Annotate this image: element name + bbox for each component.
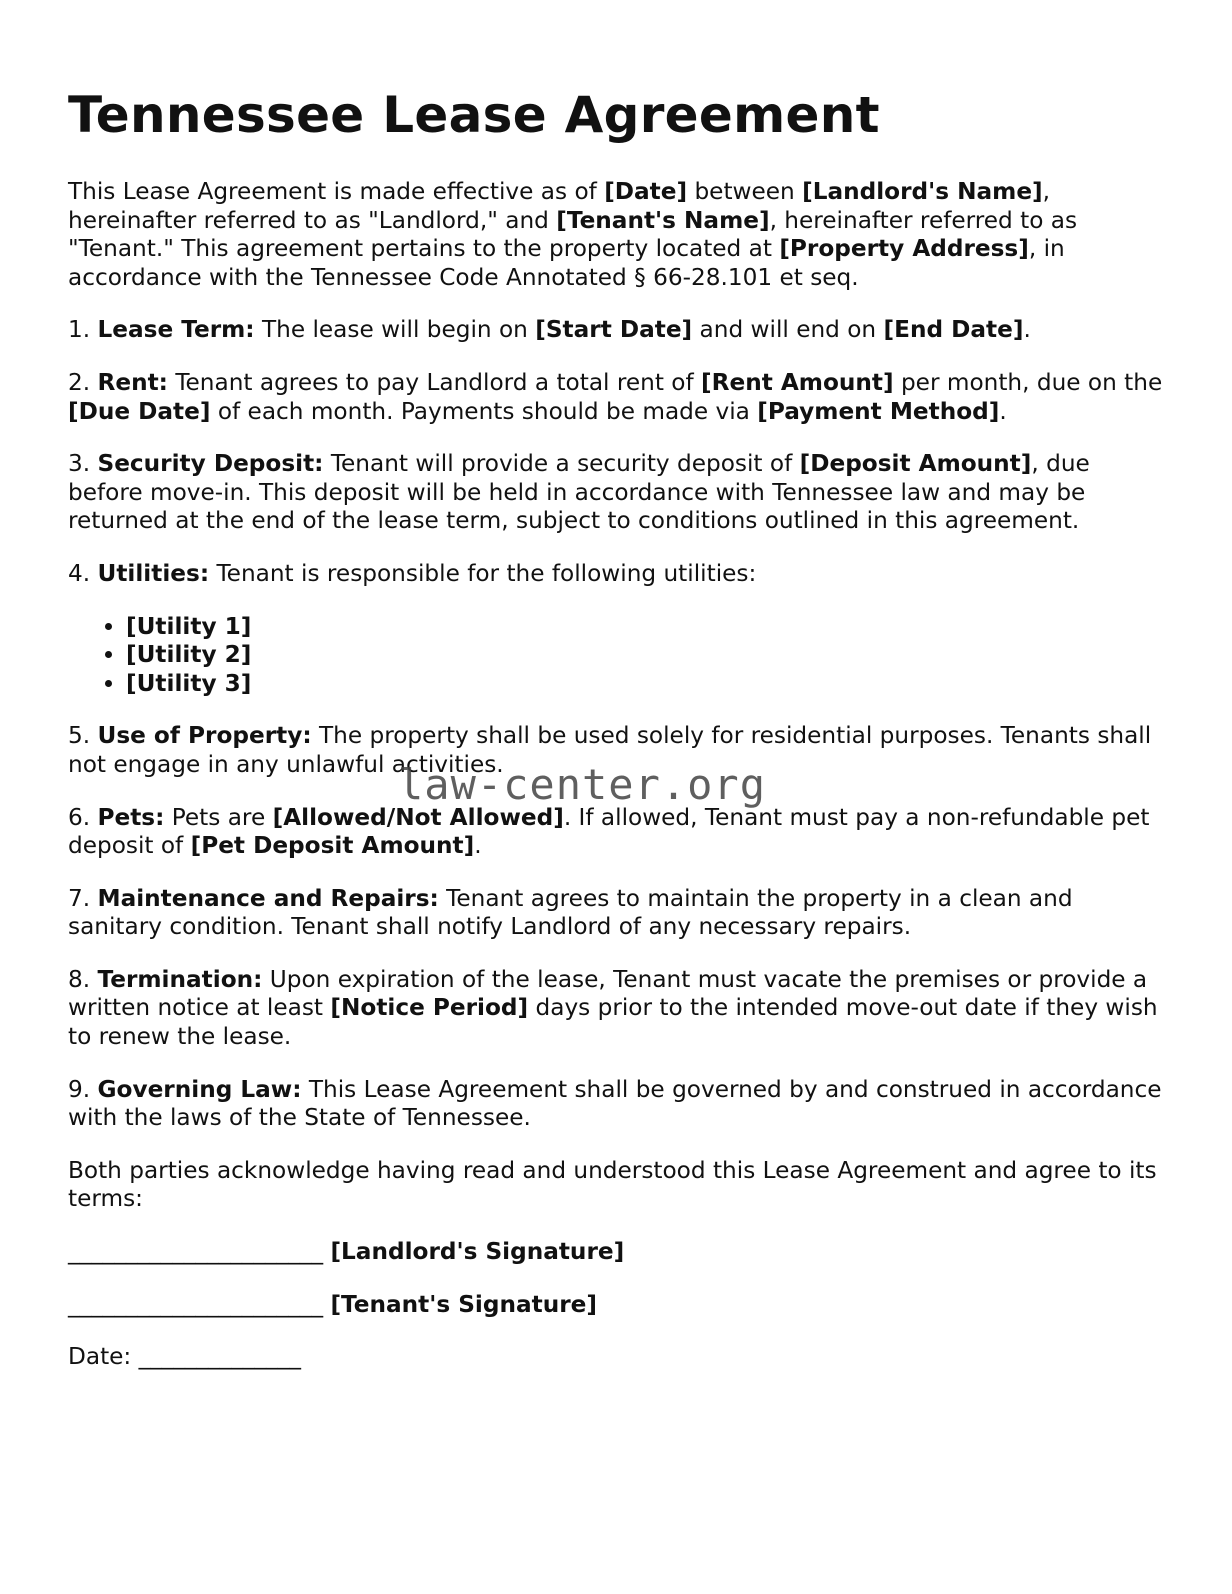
section-text: Tenant agrees to pay Landlord a total rent of	[167, 368, 702, 396]
section-text: and will end on	[692, 316, 884, 344]
signature-blank[interactable]: ______________________	[68, 1290, 324, 1318]
section-number: 3.	[68, 450, 98, 478]
section-label: Use of Property:	[97, 722, 312, 750]
section-utilities	[68, 560, 1168, 589]
landlord-signature-line[interactable]	[68, 1238, 1168, 1267]
section-text: , due before move-in. This deposit will be held in accordance with Tennessee law and may be returned at the end of the lease term, subject to conditions outlined in this agreement.	[68, 450, 1090, 535]
section-text: This Lease Agreement shall be governed by and construed in accordance with the laws of the State of Tennessee.	[68, 1075, 1162, 1132]
section-text: Pets are	[164, 803, 273, 831]
section-label: Utilities:	[97, 559, 210, 587]
rent-amount-placeholder: [Rent Amount]	[701, 368, 894, 396]
intro-text: , in accordance with the Tennessee Code Annotated § 66-28.101 et seq.	[68, 235, 1065, 291]
section-label: Pets:	[97, 803, 165, 831]
property-address-placeholder: [Property Address]	[779, 235, 1029, 263]
pet-deposit-placeholder: [Pet Deposit Amount]	[190, 832, 475, 860]
tenant-name-placeholder: [Tenant's Name]	[556, 206, 770, 234]
section-label: Termination:	[97, 965, 263, 993]
deposit-amount-placeholder: [Deposit Amount]	[799, 450, 1032, 478]
intro-paragraph	[68, 178, 1168, 292]
section-number: 8.	[68, 965, 98, 993]
payment-method-placeholder: [Payment Method]	[757, 397, 1000, 425]
section-text: The property shall be used solely for residential purposes. Tenants shall not engage in any unlawful activities.	[68, 722, 1152, 778]
section-label: Maintenance and Repairs:	[97, 884, 439, 912]
section-label: Security Deposit:	[97, 450, 324, 478]
section-text: . If allowed, Tenant must pay a non-refundable pet deposit of	[68, 803, 1150, 860]
end-date-placeholder: [End Date]	[883, 316, 1024, 344]
intro-text: between	[687, 178, 803, 205]
date-line[interactable]	[68, 1343, 1168, 1372]
intro-text: , hereinafter referred to as "Tenant." This agreement pertains to the property located at	[68, 206, 1078, 263]
page-title: Tennessee Lease Agreement	[68, 86, 880, 144]
section-text: .	[999, 397, 1007, 425]
section-termination	[68, 966, 1168, 1052]
section-text: Tenant will provide a security deposit of	[323, 450, 800, 478]
landlord-name-placeholder: [Landlord's Name]	[802, 178, 1043, 205]
section-governing-law	[68, 1076, 1168, 1133]
date-blank[interactable]: ______________	[138, 1343, 301, 1371]
list-item: • [Utility 2]	[126, 641, 1168, 670]
start-date-placeholder: [Start Date]	[535, 316, 693, 344]
pets-allowed-placeholder: [Allowed/Not Allowed]	[272, 803, 564, 831]
date-placeholder: [Date]	[604, 178, 688, 205]
section-security-deposit	[68, 450, 1168, 536]
section-text: Upon expiration of the lease, Tenant must vacate the premises or provide a written notice at least	[68, 965, 1148, 1022]
section-number: 1.	[68, 316, 98, 344]
tenant-signature-label: [Tenant's Signature]	[330, 1290, 597, 1318]
intro-text: This Lease Agreement is made effective as of	[68, 178, 605, 205]
list-item: • [Utility 1]	[126, 613, 1168, 642]
watermark: law-center.org	[398, 760, 767, 809]
section-number: 5.	[68, 722, 98, 750]
date-label: Date:	[68, 1343, 139, 1371]
section-number: 2.	[68, 368, 98, 396]
due-date-placeholder: [Due Date]	[68, 397, 211, 425]
notice-period-placeholder: [Notice Period]	[330, 994, 529, 1022]
section-text: per month, due on the	[893, 368, 1163, 396]
section-text: The lease will begin on	[254, 316, 536, 344]
tenant-signature-line[interactable]	[68, 1291, 1168, 1320]
signature-blank[interactable]: ______________________	[68, 1238, 324, 1266]
section-text: .	[1023, 316, 1031, 344]
landlord-signature-label: [Landlord's Signature]	[330, 1238, 625, 1266]
section-number: 4.	[68, 559, 98, 587]
section-number: 9.	[68, 1075, 98, 1103]
section-maintenance	[68, 885, 1168, 942]
section-number: 6.	[68, 803, 98, 831]
section-label: Rent:	[97, 368, 168, 396]
utilities-list	[68, 613, 1168, 699]
section-text: .	[474, 832, 482, 860]
section-number: 7.	[68, 884, 98, 912]
document-page	[68, 84, 1168, 1396]
section-text: Tenant agrees to maintain the property in a clean and sanitary condition. Tenant shall notify Landlord of any necessary repairs.	[68, 884, 1073, 941]
section-text: Tenant is responsible for the following utilities:	[209, 559, 757, 587]
section-pets	[68, 804, 1168, 861]
section-rent	[68, 369, 1168, 426]
section-text: of each month. Payments should be made via	[210, 397, 758, 425]
list-item: • [Utility 3]	[126, 670, 1168, 699]
intro-text: , hereinafter referred to as "Landlord," and	[68, 178, 1051, 234]
closing-statement: Both parties acknowledge having read and understood this Lease Agreement and agree to its terms:	[68, 1156, 1157, 1213]
section-label: Governing Law:	[97, 1075, 302, 1103]
section-text: days prior to the intended move-out date if they wish to renew the lease.	[68, 994, 1158, 1051]
section-label: Lease Term:	[97, 316, 255, 344]
section-lease-term	[68, 316, 1168, 345]
